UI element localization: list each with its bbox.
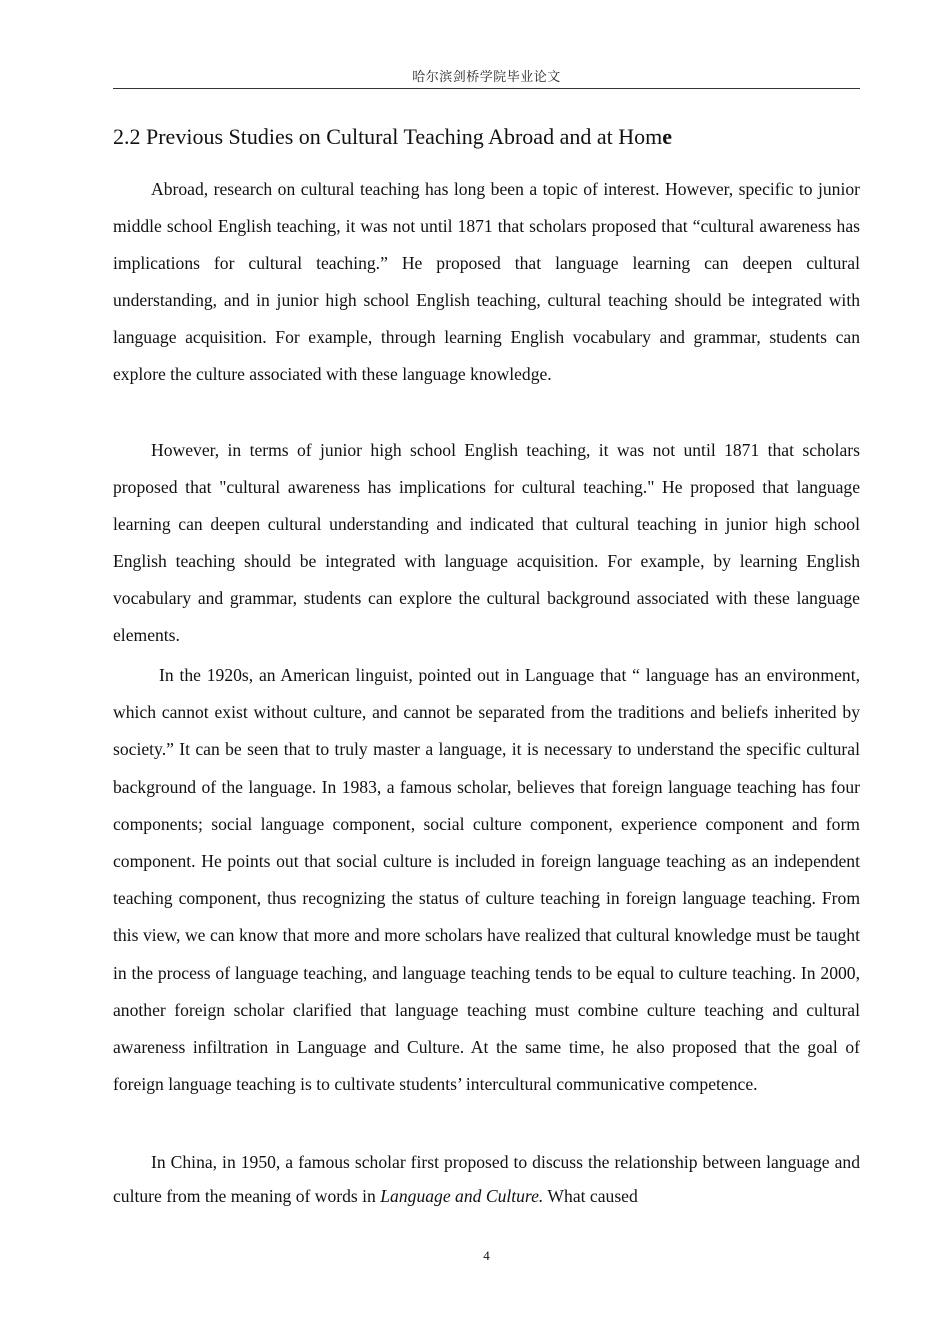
page-number: 4 <box>483 1248 490 1263</box>
paragraph-1920s-linguist: In the 1920s, an American linguist, pointed out in Language that “ language has an environment, which cannot exist without culture, and cannot be separated from the traditions and beliefs inherited by society.” It can be seen that to truly master a language, it is necessary to understand the specific cultural background of the language. In 1983, a famous scholar, believes that foreign language teaching has four components; social language component, social culture component, experience component and form component. He points out that social culture is included in foreign language teaching as an independent teaching component, thus recognizing the status of culture teaching in foreign language teaching. From this view, we can know that more and more scholars have realized that cultural knowledge must be taught in the process of language teaching, and language teaching tends to be equal to culture teaching. In 2000, another foreign scholar clarified that language teaching must combine culture teaching and cultural awareness infiltration in Language and Culture. At the same time, he also proposed that the goal of foreign language teaching is to cultivate students’ intercultural communicative competence. <box>113 665 860 1095</box>
section-heading-last-char: e <box>662 124 672 149</box>
header-divider <box>113 88 860 89</box>
running-header: 哈尔滨剑桥学院毕业论文 <box>412 69 561 84</box>
paragraph-china-book-title: Language and Culture. <box>380 1186 544 1206</box>
section-heading <box>113 124 672 150</box>
paragraph-china-text-end: What caused <box>543 1186 638 1206</box>
paragraph-china-1950 <box>113 1145 860 1213</box>
paragraph-china-text-start: In China, in 1950, a famous scholar first proposed to discuss the relationship between language and culture from the meaning of words in <box>113 1152 860 1206</box>
paragraph-junior-high-teaching: However, in terms of junior high school English teaching, it was not until 1871 that scholars proposed that "cultural awareness has implications for cultural teaching." He proposed that language learning can deepen cultural understanding and indicated that cultural teaching in junior high school English teaching should be integrated with language acquisition. For example, by learning English vocabulary and grammar, students can explore the cultural background associated with these language elements. <box>113 440 860 645</box>
paragraph-abroad-research: Abroad, research on cultural teaching has long been a topic of interest. However, specific to junior middle school English teaching, it was not until 1871 that scholars proposed that “cultural awareness has implications for cultural teaching.” He proposed that language learning can deepen cultural understanding, and in junior high school English teaching, cultural teaching should be integrated with language acquisition. For example, through learning English vocabulary and grammar, students can explore the culture associated with these language knowledge. <box>113 179 860 384</box>
section-heading-text: 2.2 Previous Studies on Cultural Teaching Abroad and at Hom <box>113 124 663 149</box>
